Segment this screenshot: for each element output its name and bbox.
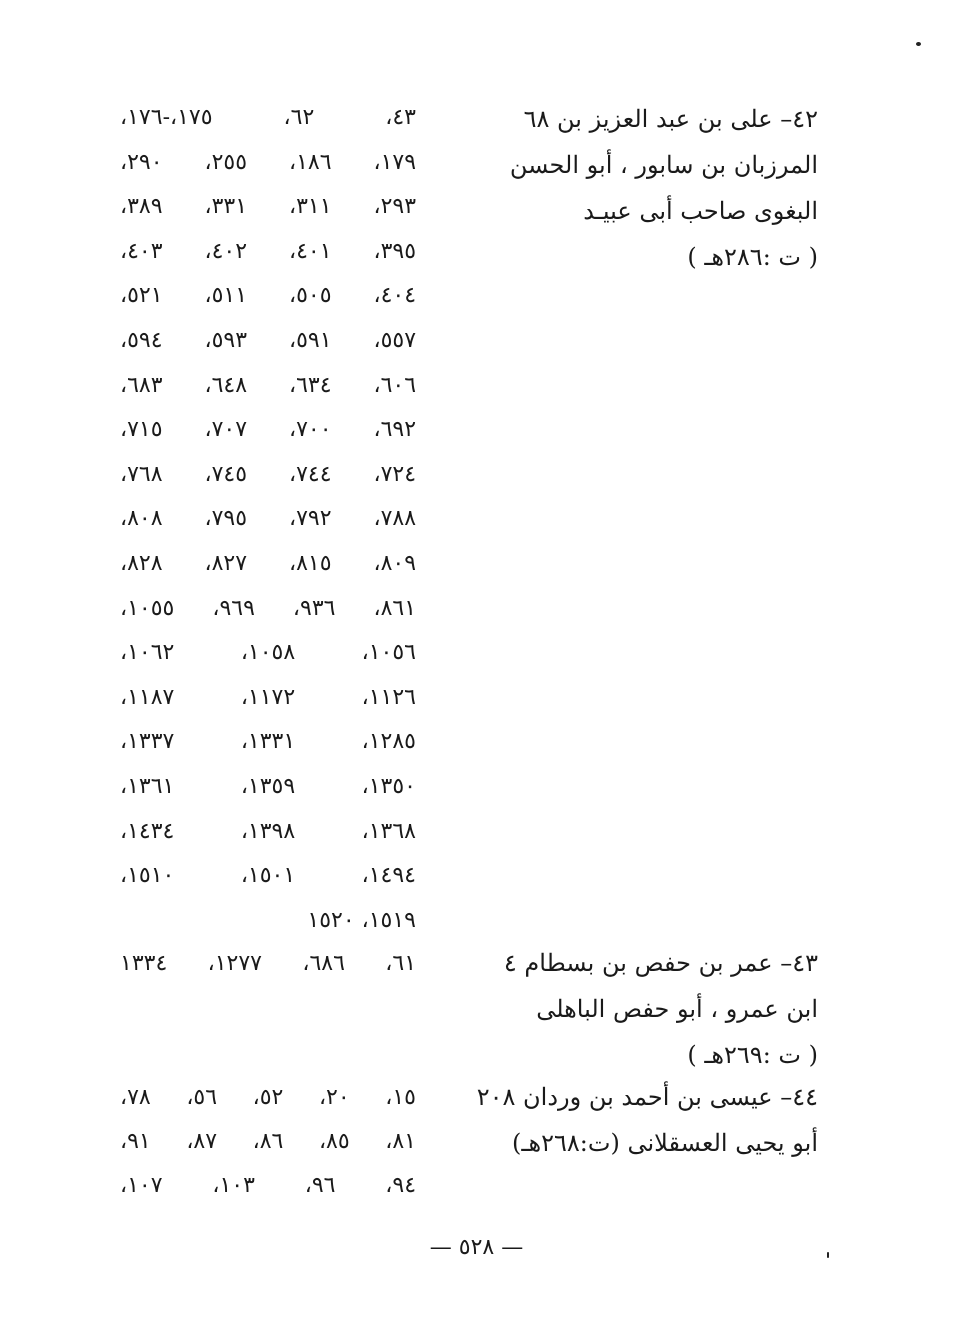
entry-43-references <box>120 942 416 987</box>
entry-line: المرزبان بن سابور ، أبو الحسن <box>509 151 818 179</box>
entry-42-text <box>458 96 818 280</box>
reference-row: ٨٦١، ٩٣٦، ٩٦٩، ١٠٥٥، <box>120 595 417 621</box>
entry-line: ٤٤– عيسى بن أحمد بن وردان ٢٠٨ <box>476 1083 818 1111</box>
reference-row: ٧٢٤، ٧٤٤، ٧٤٥، ٧٦٨، <box>120 461 417 487</box>
entry-42-references <box>120 96 416 943</box>
scan-speck <box>916 42 921 46</box>
reference-row: ١٥، ٢٠، ٥٢، ٥٦، ٧٨، <box>120 1085 416 1110</box>
reference-row: ٦١، ٦٨٦، ١٢٧٧، ١٣٣٤ <box>120 951 417 976</box>
entry-44-text <box>458 1074 818 1166</box>
reference-row: ٥٥٧، ٥٩١، ٥٩٣، ٥٩٤، <box>120 327 417 353</box>
reference-row: ٤٣، ٦٢، ١٧٥،-١٧٦، <box>120 105 416 130</box>
entry-line: ٤٢– على بن عبد العزيز بن ٦٨ <box>523 105 818 133</box>
reference-row: ٣٩٥، ٤٠١، ٤٠٢، ٤٠٣، <box>120 238 417 264</box>
entry-line: البغوى صاحب أبى عبيـد <box>583 197 818 225</box>
entry-line: ٤٣– عمر بن حفص بن بسطام ٤ <box>503 949 818 977</box>
reference-row: ٦٠٦، ٦٣٤، ٦٤٨، ٦٨٣، <box>120 372 417 398</box>
entry-line: أبو يحيى العسقلانى (ت:٢٦٨هـ) <box>512 1129 818 1157</box>
entry-line: ( ت :٢٦٩هـ ) <box>687 1041 818 1069</box>
reference-row: ١٣٥٠، ١٣٥٩، ١٣٦١، <box>120 773 416 799</box>
reference-row: ٧٨٨، ٧٩٢، ٧٩٥، ٨٠٨، <box>120 506 417 532</box>
reference-row: ٨١، ٨٥، ٨٦، ٨٧، ٩١، <box>120 1129 416 1154</box>
entry-line: ( ت :٢٨٦هـ ) <box>687 243 818 271</box>
reference-row: ٦٩٢، ٧٠٠، ٧٠٧، ٧١٥، <box>120 417 417 443</box>
reference-row: ٤٠٤، ٥٠٥، ٥١١، ٥٢١، <box>120 283 417 309</box>
reference-row: ٢٩٣، ٣١١، ٣٣١، ٣٨٩، <box>120 194 417 220</box>
entry-43-text <box>458 940 818 1078</box>
reference-row: ٨٠٩، ٨١٥، ٨٢٧، ٨٢٨، <box>120 550 417 576</box>
reference-row: ٩٤، ٩٦، ١٠٣، ١٠٧، <box>120 1173 417 1198</box>
entry-line: ابن عمرو ، أبو حفص الباهلى <box>536 995 818 1023</box>
reference-row: ١٥١٩، ١٥٢٠ <box>307 907 416 933</box>
reference-row: ١٧٩، ١٨٦، ٢٥٥، ٢٩٠، <box>120 149 417 175</box>
reference-row: ١٠٥٦، ١٠٥٨، ١٠٦٢، <box>120 640 416 666</box>
reference-row: ١٢٨٥، ١٣٣١، ١٣٣٧، <box>120 729 416 755</box>
reference-row: ١٤٩٤، ١٥٠١، ١٥١٠، <box>120 863 416 889</box>
page-number: — ٥٢٨ — <box>429 1235 524 1260</box>
entry-44-references <box>120 1076 416 1208</box>
reference-row: ١٣٦٨، ١٣٩٨، ١٤٣٤، <box>120 818 416 844</box>
reference-row: ١١٢٦، ١١٧٢، ١١٨٧، <box>120 684 416 710</box>
